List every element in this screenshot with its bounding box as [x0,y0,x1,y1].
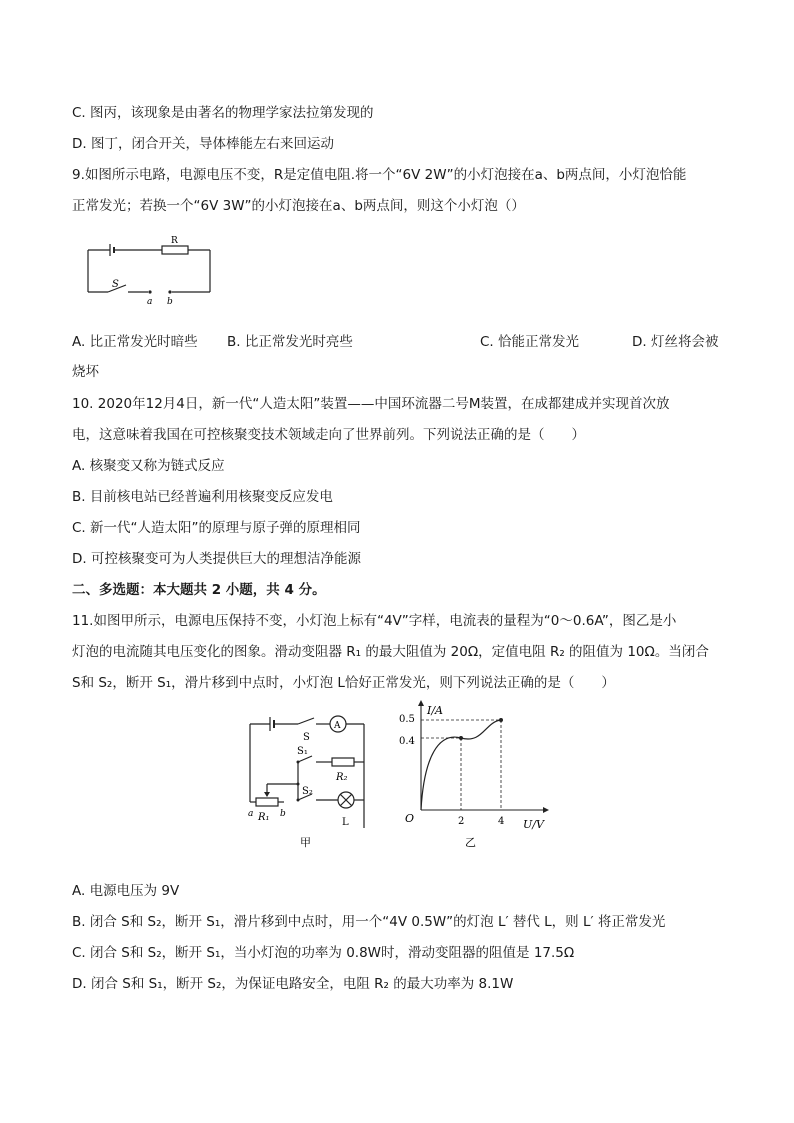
label-a: a [147,297,153,307]
label-r2: R₂ [336,772,348,783]
label-s1: S₁ [297,746,308,757]
q10-stem-line2: 电，这意味着我国在可控核聚变技术领域走向了世界前列。下列说法正确的是（ ） [72,427,585,443]
resistor-r [162,246,188,254]
q10-option-b: B. 目前核电站已经普遍利用核聚变反应发电 [72,489,333,505]
y-tick-label: 0.4 [399,736,415,747]
y-tick-label: 0.5 [399,714,415,725]
y-axis-label: I/A [427,704,443,717]
x-tick-label: 4 [498,816,505,827]
label-s2: S₂ [302,786,313,797]
q9-option-d: D. 灯丝将会被 [632,334,719,350]
q11-option-d: D. 闭合 S和 S₁，断开 S₂，为保证电路安全，电阻 R₂ 的最大功率为 8.1W [72,976,514,992]
q9-option-b: B. 比正常发光时亮些 [227,334,353,350]
q9-option-c: C. 恰能正常发光 [480,334,580,350]
label-l: L [342,817,349,828]
q10-option-a: A. 核聚变又称为链式反应 [72,458,225,474]
section-heading: 二、多选题：本大题共 2 小题，共 4 分。 [72,582,326,598]
caption-jia: 甲 [300,836,311,849]
data-point [499,718,503,722]
q11-option-a: A. 电源电压为 9V [72,883,180,899]
label-r1: R₁ [258,812,270,823]
q9-stem-line2: 正常发光；若换一个“6V 3W”的小灯泡接在a、b两点间，则这个小灯泡（） [72,198,525,214]
q9-circuit-diagram [80,232,220,307]
label-a: a [248,809,254,819]
q9-option-d-cont: 烧坏 [72,364,99,380]
x-axis-label: U/V [523,818,544,831]
q10-option-c: C. 新一代“人造太阳”的原理与原子弹的原理相同 [72,520,361,536]
q10-option-d: D. 可控核聚变可为人类提供巨大的理想洁净能源 [72,551,361,567]
q10-stem-line1: 10. 2020年12月4日，新一代“人造太阳”装置——中国环流器二号M装置，在成都建成并实现首次放 [72,396,670,412]
q11-stem-line1: 11.如图甲所示，电源电压保持不变，小灯泡上标有“4V”字样，电流表的量程为“0～0.6A”，图乙是小 [72,613,677,629]
caption-yi: 乙 [465,836,476,849]
resistor-r2 [332,758,354,766]
q11-option-c: C. 闭合 S和 S₂，断开 S₁，当小灯泡的功率为 0.8W时，滑动变阻器的阻值是 17.5Ω [72,945,575,961]
q11-option-b: B. 闭合 S和 S₂，断开 S₁，滑片移到中点时，用一个“4V 0.5W”的灯泡 L′ 替代 L，则 L′ 将正常发光 [72,914,666,930]
label-s: S [112,279,119,290]
switch-s [298,718,314,724]
y-axis-arrow [418,700,424,706]
q11-iu-graph [395,700,555,860]
q9-option-a: A. 比正常发光时暗些 [72,334,198,350]
label-s: S [303,732,310,743]
ammeter-label: A [334,721,341,731]
rheostat-r1 [256,798,278,806]
data-point [459,736,463,740]
q8-option-c: C. 图丙，该现象是由著名的物理学家法拉第发现的 [72,105,374,121]
label-b: b [167,297,173,307]
origin-label: O [405,812,415,825]
x-axis-arrow [543,807,549,813]
q11-stem-line2: 灯泡的电流随其电压变化的图象。滑动变阻器 R₁ 的最大阻值为 20Ω，定值电阻 R₂ 的阻值为 10Ω。当闭合 [72,644,709,660]
q11-stem-line3: S和 S₂，断开 S₁，滑片移到中点时，小灯泡 L恰好正常发光，则下列说法正确的是（ ） [72,675,615,691]
label-r: R [171,236,178,246]
label-b: b [280,809,286,819]
q8-option-d: D. 图丁，闭合开关，导体棒能左右来回运动 [72,136,334,152]
q11-circuit-diagram [240,712,375,857]
x-tick-label: 2 [458,816,465,827]
q9-stem-line1: 9.如图所示电路，电源电压不变，R是定值电阻.将一个“6V 2W”的小灯泡接在a、b两点间，小灯泡恰能 [72,167,687,183]
